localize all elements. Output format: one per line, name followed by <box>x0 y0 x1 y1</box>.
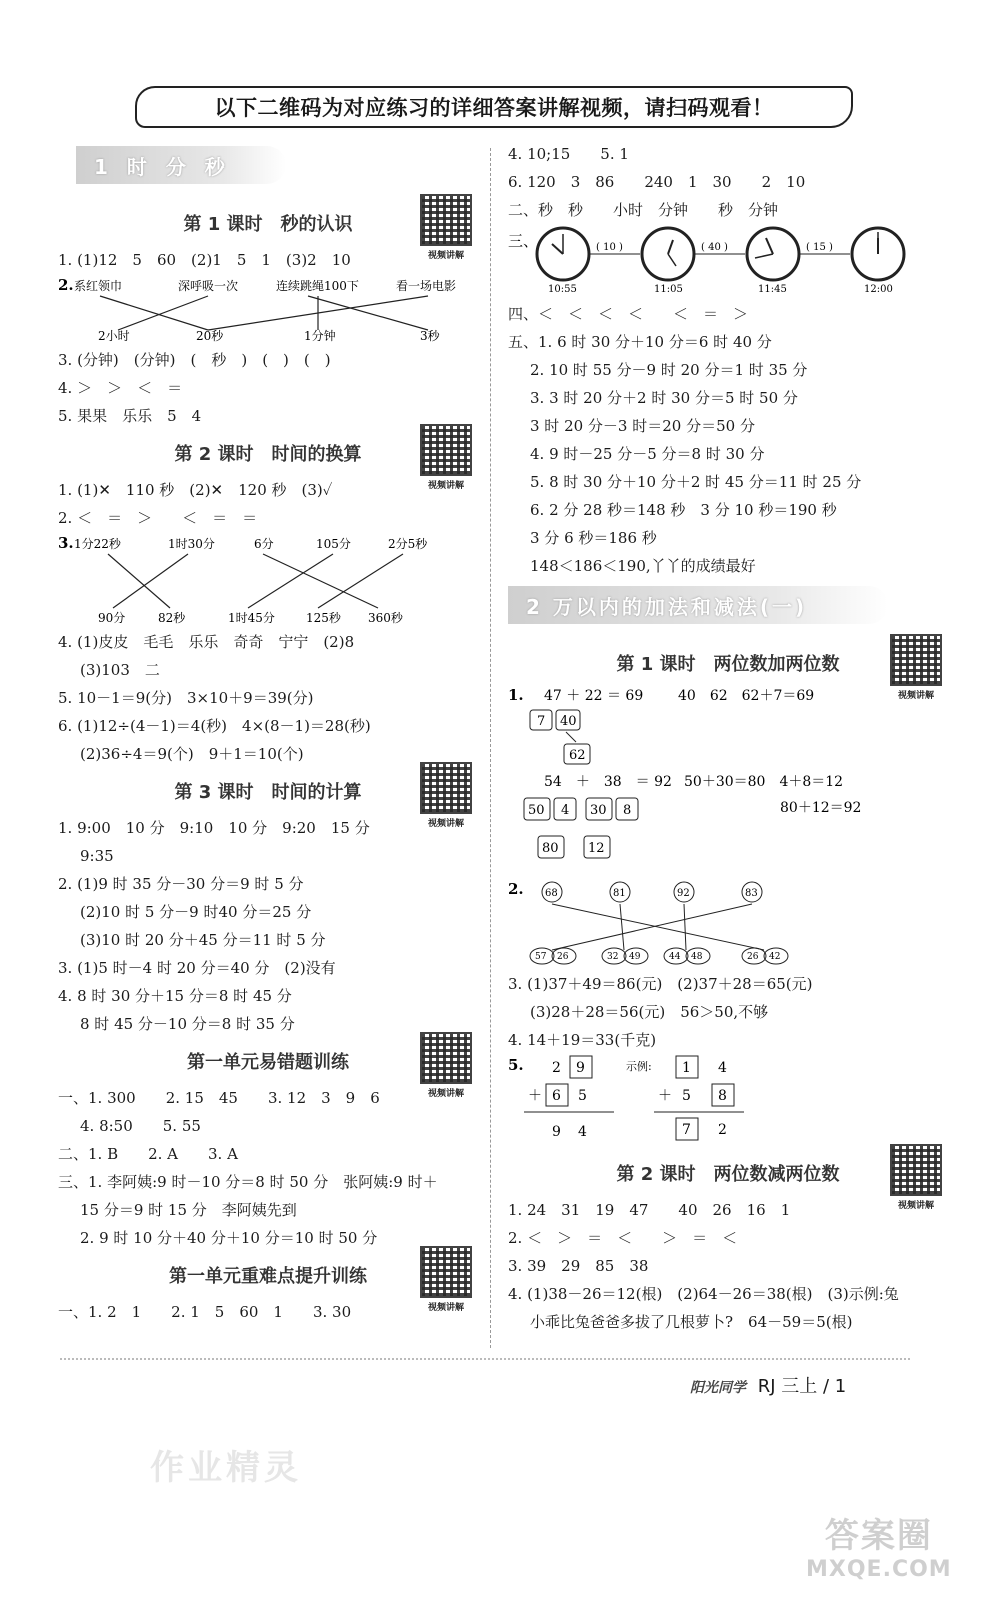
plus-sign: ＋ <box>658 1088 672 1104</box>
right-d6: 2 <box>718 1122 727 1138</box>
match-bottom-2: 20秒 <box>196 329 224 342</box>
match-bottom-4: 125秒 <box>306 611 341 624</box>
example-label: 示例: <box>626 1060 652 1073</box>
q2-label: 2. <box>58 276 74 294</box>
qr-caption: 视频讲解 <box>897 691 934 701</box>
l2-q1: 1. (1)✕ 110 秒 (2)✕ 120 秒 (3)✓ <box>58 481 333 499</box>
eq1: 47 ＋ 22 ＝ 69 <box>544 688 644 704</box>
box-4: 4 <box>561 803 570 818</box>
match-bottom-1: 90分 <box>98 611 126 624</box>
l2-q4b: (3)103 二 <box>80 661 160 679</box>
match-top-1: 1分22秒 <box>74 537 121 551</box>
r-line-1: 4. 10;15 5. 1 <box>508 145 629 163</box>
qr-code-m2[interactable] <box>888 1144 944 1211</box>
unit-1-header: 1 时 分 秒 <box>76 146 286 184</box>
pair-1b: 26 <box>557 952 569 962</box>
clock-1 <box>537 228 589 280</box>
m2-q4b: 小乖比兔爸爸多拔了几根萝卜? 64－59＝5(根) <box>530 1313 853 1331</box>
left-d6: 4 <box>578 1124 587 1140</box>
err-c1b: 15 分＝9 时 15 分 李阿姨先到 <box>80 1201 297 1219</box>
right-box-8: 8 <box>718 1088 727 1104</box>
l1-q5: 5. 果果 乐乐 5 4 <box>58 407 202 425</box>
left-column <box>58 140 478 1326</box>
left-box-6: 6 <box>552 1088 561 1104</box>
qr-code-m1[interactable] <box>888 634 944 701</box>
brand-logo: 阳光同学 <box>690 1380 746 1396</box>
r-5-6c: 148＜186＜190,丫丫的成绩最好 <box>530 557 756 575</box>
err-a2: 4. 8:50 5. 55 <box>80 1117 201 1135</box>
l1-q1: 1. (1)12 5 60 (2)1 5 1 (3)2 10 <box>58 251 351 269</box>
qr-code-lesson-3[interactable] <box>418 762 474 829</box>
page-footer <box>690 1372 846 1398</box>
match-top-4: 105分 <box>316 537 351 551</box>
l3-q2c: (3)10 时 20 分＋45 分＝11 时 5 分 <box>80 931 326 949</box>
qr-caption: 视频讲解 <box>897 1201 934 1211</box>
box-62: 62 <box>569 748 586 763</box>
clock-sequence <box>508 224 948 296</box>
q3-label: 三、 <box>508 232 539 250</box>
gap-1: ( 10 ) <box>596 242 623 253</box>
q3-label: 3. <box>58 534 74 552</box>
time-2: 11:05 <box>654 284 683 295</box>
pair-3b: 48 <box>691 952 703 962</box>
box-12: 12 <box>588 841 605 856</box>
r-5-5: 5. 8 时 30 分＋10 分＋2 时 45 分＝11 时 25 分 <box>530 473 862 491</box>
footer-divider <box>60 1358 910 1360</box>
pair-4a: 26 <box>747 952 759 962</box>
pair-2a: 32 <box>607 952 619 962</box>
match-bottom-4: 3秒 <box>420 329 440 342</box>
lesson-3-title-text: 第 3 课时 时间的计算 <box>174 782 362 803</box>
eq2-rest-1: 50＋30＝80 4＋8＝12 <box>684 774 844 790</box>
qr-icon <box>890 634 942 686</box>
box-50: 50 <box>528 803 545 818</box>
clock-3 <box>747 228 799 280</box>
match-top-2: 深呼吸一次 <box>178 279 239 293</box>
l1-q3: 3. (分钟) (分钟) ( 秒 ) ( ) ( ) <box>58 351 331 369</box>
left-d5: 9 <box>552 1124 561 1140</box>
lesson-2-title-text: 第 2 课时 时间的换算 <box>174 444 362 465</box>
qr-icon <box>420 1032 472 1084</box>
right-d2: 4 <box>718 1060 727 1076</box>
pair-2b: 49 <box>629 952 641 962</box>
match-top-1: 系红领巾 <box>74 279 123 293</box>
l2-q6a: 6. (1)12÷(4－1)＝4(秒) 4×(8－1)＝28(秒) <box>58 717 371 735</box>
q1-label: 1. <box>508 686 524 704</box>
qr-code-lesson-1[interactable] <box>418 194 474 261</box>
m2-q4a: 4. (1)38－26＝12(根) (2)64－26＝38(根) (3)示例:兔 <box>508 1285 899 1303</box>
err-a1: 一、1. 300 2. 15 45 3. 12 3 9 6 <box>58 1089 380 1107</box>
r-line-2: 6. 120 3 86 240 1 30 2 10 <box>508 173 806 191</box>
qr-icon <box>420 194 472 246</box>
clock-2 <box>642 228 694 280</box>
qr-caption: 视频讲解 <box>427 819 464 829</box>
time-3: 11:45 <box>758 284 787 295</box>
eq2-rest-2: 80＋12＝92 <box>780 800 862 816</box>
m2-q2: 2. ＜ ＞ ＝ ＜ ＞ ＝ ＜ <box>508 1229 738 1247</box>
left-d4: 5 <box>578 1088 587 1104</box>
qr-caption: 视频讲解 <box>427 1303 464 1313</box>
gap-2: ( 40 ) <box>701 242 728 253</box>
match-top-5: 2分5秒 <box>388 537 428 551</box>
lesson-1-title-text: 第 1 课时 秒的认识 <box>183 214 353 235</box>
match-top-3: 连续跳绳100下 <box>276 279 359 293</box>
eq1-rest: 40 62 62＋7＝69 <box>678 688 815 704</box>
eq2: 54 ＋ 38 ＝ 92 <box>544 774 672 790</box>
l2-q2: 2. ＜ ＝ ＞ ＜ ＝ ＝ <box>58 509 258 527</box>
balloon-83: 83 <box>745 888 758 899</box>
pair-3a: 44 <box>669 952 681 962</box>
q2-label: 2. <box>508 880 524 898</box>
key-training-title-text: 第一单元重难点提升训练 <box>169 1266 367 1287</box>
l2-q6b: (2)36÷4＝9(个) 9＋1＝10(个) <box>80 745 304 763</box>
left-box-9: 9 <box>576 1060 585 1076</box>
watermark-site-logo <box>806 1508 952 1582</box>
match-bottom-2: 82秒 <box>158 611 186 624</box>
plus-sign: ＋ <box>528 1088 542 1104</box>
m1-q3b: (3)28＋28＝56(元) 56＞50,不够 <box>530 1003 769 1021</box>
box-8: 8 <box>623 803 632 818</box>
err-c1a: 三、1. 李阿姨:9 时－10 分＝8 时 50 分 张阿姨:9 时＋ <box>58 1173 438 1191</box>
m2-q1: 1. 24 31 19 47 40 26 16 1 <box>508 1201 791 1219</box>
err-c2: 2. 9 时 10 分＋40 分＋10 分＝10 时 50 分 <box>80 1229 378 1247</box>
gap-3: ( 15 ) <box>806 242 833 253</box>
r-5-4: 4. 9 时－25 分－5 分＝8 时 30 分 <box>530 445 765 463</box>
r-line-4: 四、＜ ＜ ＜ ＜ ＜ ＝ ＞ <box>508 305 749 323</box>
match-bottom-1: 2小时 <box>98 329 130 342</box>
clock-4 <box>852 228 904 280</box>
r-5-3a: 3. 3 时 20 分＋2 时 30 分＝5 时 50 分 <box>530 389 798 407</box>
pair-1a: 57 <box>535 952 547 962</box>
err-b: 二、1. B 2. A 3. A <box>58 1145 238 1163</box>
l2-q4a: 4. (1)皮皮 毛毛 乐乐 奇奇 宁宁 (2)8 <box>58 633 355 651</box>
m1-q5-vertical-addition <box>508 1054 948 1146</box>
balloon-92: 92 <box>677 888 690 899</box>
watermark-site-name: 答案圈 <box>824 1516 933 1556</box>
qr-instruction-banner: 以下二维码为对应练习的详细答案讲解视频，请扫码观看！ <box>135 86 853 128</box>
m2-title-text: 第 2 课时 两位数减两位数 <box>616 1164 840 1185</box>
key-a1: 一、1. 2 1 2. 1 5 60 1 3. 30 <box>58 1303 352 1321</box>
m1-q3a: 3. (1)37＋49＝86(元) (2)37＋28＝65(元) <box>508 975 813 993</box>
right-d3: 5 <box>682 1088 691 1104</box>
time-1: 10:55 <box>548 284 577 295</box>
page-number: RJ 三上 / 1 <box>757 1376 847 1397</box>
match-bottom-3: 1时45分 <box>228 611 275 624</box>
right-column <box>508 140 948 1336</box>
qr-icon <box>890 1144 942 1196</box>
l3-q2b: (2)10 时 5 分－9 时40 分＝25 分 <box>80 903 312 921</box>
qr-caption: 视频讲解 <box>427 481 464 491</box>
qr-icon <box>420 1246 472 1298</box>
qr-icon <box>420 424 472 476</box>
unit-2-header: 2 万以内的加法和减法(一) <box>508 586 888 624</box>
r-5-3b: 3 时 20 分－3 时＝20 分＝50 分 <box>530 417 755 435</box>
l3-q4a: 4. 8 时 30 分＋15 分＝8 时 45 分 <box>58 987 292 1005</box>
time-4: 12:00 <box>864 284 893 295</box>
box-40: 40 <box>560 714 577 729</box>
r-line-3: 二、秒 秒 小时 分钟 秒 分钟 <box>508 201 779 219</box>
match-bottom-3: 1分钟 <box>304 329 336 342</box>
left-d1: 2 <box>552 1060 561 1076</box>
r-5-6b: 3 分 6 秒＝186 秒 <box>530 529 657 547</box>
m1-q2-matching <box>508 880 948 966</box>
q5-label: 5. <box>508 1056 524 1074</box>
m2-q3: 3. 39 29 85 38 <box>508 1257 649 1275</box>
r-5-1: 五、1. 6 时 30 分＋10 分＝6 时 40 分 <box>508 333 772 351</box>
l3-q3: 3. (1)5 时－4 时 20 分＝40 分 (2)没有 <box>58 959 336 977</box>
error-training-title-text: 第一单元易错题训练 <box>187 1052 349 1073</box>
m1-q4: 4. 14＋19＝33(千克) <box>508 1031 657 1049</box>
watermark-bottom: 作业精灵 <box>150 1448 302 1488</box>
l1-q4: 4. ＞ ＞ ＜ ＝ <box>58 379 183 397</box>
qr-caption: 视频讲解 <box>427 1089 464 1099</box>
box-7: 7 <box>537 714 546 729</box>
right-box-7: 7 <box>682 1122 691 1138</box>
box-80: 80 <box>542 841 559 856</box>
l2-q3-matching <box>58 532 478 624</box>
match-top-2: 1时30分 <box>168 537 215 551</box>
qr-code-lesson-2[interactable] <box>418 424 474 491</box>
qr-code-error-training[interactable] <box>418 1032 474 1099</box>
match-bottom-5: 360秒 <box>368 611 403 624</box>
balloon-68: 68 <box>545 888 558 899</box>
watermark-site-url: MXQE.COM <box>806 1557 952 1582</box>
qr-code-key-training[interactable] <box>418 1246 474 1313</box>
l3-q2a: 2. (1)9 时 35 分－30 分＝9 时 5 分 <box>58 875 304 893</box>
l3-q1a: 1. 9:00 10 分 9:10 10 分 9:20 15 分 <box>58 819 370 837</box>
l3-q4b: 8 时 45 分－10 分＝8 时 35 分 <box>80 1015 295 1033</box>
pair-4b: 42 <box>769 952 781 962</box>
m1-title-text: 第 1 课时 两位数加两位数 <box>616 654 840 675</box>
balloon-81: 81 <box>613 888 626 899</box>
match-top-3: 6分 <box>254 537 274 551</box>
l2-q5: 5. 10－1＝9(分) 3×10＋9＝39(分) <box>58 689 314 707</box>
l3-q1b: 9:35 <box>80 847 114 865</box>
l1-q2-matching <box>58 274 478 342</box>
r-5-6a: 6. 2 分 28 秒＝148 秒 3 分 10 秒＝190 秒 <box>530 501 837 519</box>
r-5-2: 2. 10 时 55 分－9 时 20 分＝1 时 35 分 <box>530 361 808 379</box>
right-box-1: 1 <box>682 1060 691 1076</box>
m1-q1-diagram <box>508 686 948 876</box>
qr-caption: 视频讲解 <box>427 251 464 261</box>
match-top-4: 看一场电影 <box>396 279 457 293</box>
qr-icon <box>420 762 472 814</box>
column-divider <box>490 148 491 1348</box>
box-30: 30 <box>590 803 607 818</box>
